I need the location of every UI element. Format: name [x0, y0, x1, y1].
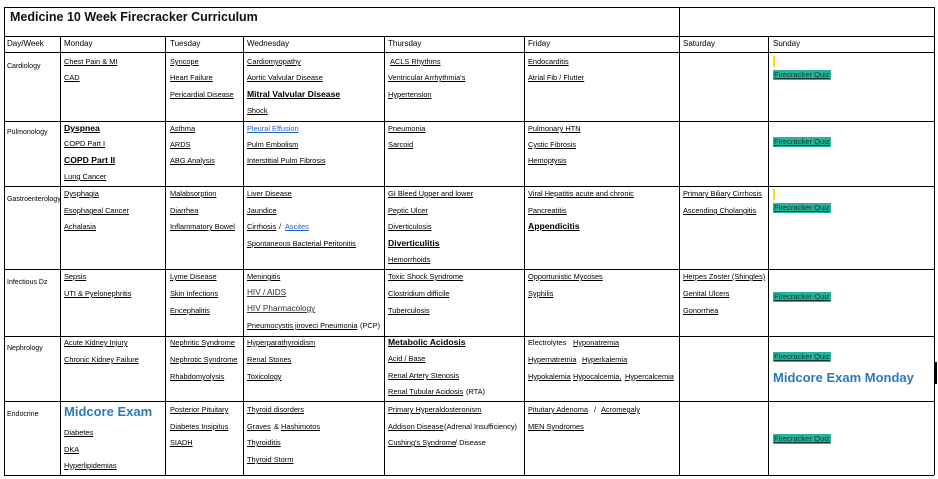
header-thursday: Thursday	[388, 39, 422, 48]
note-text: / Disease	[455, 438, 486, 447]
topic-link[interactable]: Thyroid Storm	[247, 455, 294, 464]
topic-link[interactable]: Endocarditis	[528, 57, 569, 66]
topic-link[interactable]: Posterior Pituitary	[170, 405, 229, 414]
topic-link[interactable]: Jaundice	[247, 206, 277, 215]
firecracker-quiz-link[interactable]: Firecracker Quiz	[774, 352, 830, 361]
topic-link[interactable]: Syphilis	[528, 289, 554, 298]
topic-link[interactable]: Hypernatremia	[528, 355, 577, 364]
topic-link[interactable]: Nephrotic Syndrome	[170, 355, 238, 364]
edge-marker	[934, 362, 937, 384]
category-text: Electrolytes	[528, 338, 567, 347]
topic-link[interactable]: GI Bleed Upper and lower	[388, 189, 474, 198]
topic-link[interactable]: Esophageal Cancer	[64, 206, 129, 215]
topic-link[interactable]: Asthma	[170, 124, 196, 133]
topic-link[interactable]: Hemoptysis	[528, 156, 567, 165]
topic-link[interactable]: Primary Hyperaldosteronism	[388, 405, 482, 414]
topic-link[interactable]: Pituitary Adenoma	[528, 405, 588, 414]
topic-link[interactable]: Rhabdomyolysis	[170, 372, 225, 381]
topic-link[interactable]: Hyperkalemia	[582, 355, 628, 364]
topic-link[interactable]: Graves	[247, 422, 271, 431]
topic-link[interactable]: Pancreatitis	[528, 206, 567, 215]
topic-link[interactable]: Aortic Valvular Disease	[247, 73, 323, 82]
topic-link[interactable]: Addison Disease	[388, 422, 444, 431]
firecracker-quiz-link[interactable]: Firecracker Quiz	[774, 137, 830, 146]
topic-link[interactable]: Pulmonary HTN	[528, 124, 581, 133]
topic-link[interactable]: Cardiomyopathy	[247, 57, 301, 66]
topic-link[interactable]: Inflammatory Bowel	[170, 222, 235, 231]
topic-link[interactable]: COPD Part I	[64, 139, 106, 148]
note-text: (Adrenal Insufficiency)	[444, 422, 517, 431]
topic-link[interactable]: Viral Hepatitis acute and chronic	[528, 189, 634, 198]
header-friday: Friday	[528, 39, 551, 48]
topic-link[interactable]: Hypokalemia	[528, 372, 571, 381]
firecracker-quiz-link[interactable]: Firecracker Quiz	[774, 203, 830, 212]
firecracker-quiz-link[interactable]: Firecracker Quiz	[774, 292, 830, 301]
topic-link[interactable]: Ascites	[285, 222, 309, 231]
row-label-infectious-dz: Infectious Dz	[7, 279, 48, 286]
topic-link[interactable]: Chronic Kidney Failure	[64, 355, 139, 364]
topic-link[interactable]: Renal Stones	[247, 355, 292, 364]
header-tuesday: Tuesday	[170, 39, 201, 48]
topic-link[interactable]: SIADH	[170, 438, 193, 447]
topic-link[interactable]: Toxicology	[247, 372, 282, 381]
abbrev-text: (PCP)	[360, 321, 381, 330]
topic-link[interactable]: Toxic Shock Syndrome	[388, 272, 464, 281]
topic-link[interactable]: Acromegaly	[601, 405, 641, 414]
row-label-gastroenterology: Gastroenterology	[7, 196, 61, 203]
separator-text: /	[279, 222, 282, 231]
topic-link[interactable]: Cushing's Syndrome	[388, 438, 456, 447]
topic-link[interactable]: Hyperlipidemias	[64, 461, 117, 470]
topic-link[interactable]: Atrial Fib / Flutter	[528, 73, 585, 82]
highlight-marker	[773, 56, 775, 67]
midcore-exam-notice: Midcore Exam Monday	[773, 370, 914, 385]
topic-link[interactable]: Hyperparathyroidism	[247, 338, 316, 347]
topic-link[interactable]: Hypertension	[388, 90, 432, 99]
topic-link[interactable]: Renal Artery Stenosis	[388, 371, 460, 380]
topic-link[interactable]: Encephalitis	[170, 306, 210, 315]
firecracker-quiz-link[interactable]: Firecracker Quiz	[774, 70, 830, 79]
topic-link[interactable]: Spontaneous Bacterial Peritonitis	[247, 239, 356, 248]
topic-link[interactable]: Herpes Zoster (Shingles)	[683, 272, 766, 281]
topic-link[interactable]: DKA	[64, 445, 80, 454]
topic-link[interactable]: Diarrhea	[170, 206, 199, 215]
topic-link[interactable]: Pneumonia	[388, 124, 426, 133]
topic-link[interactable]: Tuberculosis	[388, 306, 430, 315]
topic-link[interactable]: Gonorrhea	[683, 306, 719, 315]
topic-link[interactable]: Sepsis	[64, 272, 87, 281]
header-sunday: Sunday	[773, 39, 801, 48]
topic-link[interactable]: Cirrhosis	[247, 222, 277, 231]
topic-link[interactable]: Shock	[247, 106, 268, 115]
topic-link[interactable]: Mitral Valvular Disease	[247, 89, 341, 99]
topic-link[interactable]: Pulm Embolism	[247, 140, 299, 149]
topic-link[interactable]: Dyspnea	[64, 123, 100, 133]
topic-link[interactable]: Ventricular Arrhythmia's	[388, 73, 466, 82]
topic-link[interactable]: Skin Infections	[170, 289, 219, 298]
topic-link[interactable]: ARDS	[170, 140, 191, 149]
topic-link[interactable]: Hemorrhoids	[388, 255, 431, 264]
topic-link[interactable]: Heart Failure	[170, 73, 213, 82]
topic-link[interactable]: Primary Biliary Cirrhosis	[683, 189, 762, 198]
topic-link[interactable]: Cystic Fibrosis	[528, 140, 577, 149]
header-dayweek: Day/Week	[7, 39, 44, 48]
topic-link[interactable]: Hypercalcemia	[625, 372, 674, 381]
topic-link[interactable]: Acute Kidney Injury	[64, 338, 128, 347]
topic-link[interactable]: COPD Part II	[64, 155, 116, 165]
header-monday: Monday	[64, 39, 93, 48]
abbrev-text: (RTA)	[466, 387, 486, 396]
topic-link[interactable]: Metabolic Acidosis	[388, 337, 466, 347]
topic-link[interactable]: Lyme Disease	[170, 272, 217, 281]
row-label-endocrine: Endocrine	[7, 411, 39, 418]
header-saturday: Saturday	[683, 39, 716, 48]
topic-link[interactable]: Hypocalcemia,	[573, 372, 622, 381]
row-label-pulmonology: Pulmonology	[7, 129, 48, 136]
row-label-nephrology: Nephrology	[7, 345, 43, 352]
topic-link[interactable]: Interstitial Pulm Fibrosis	[247, 156, 326, 165]
topic-link[interactable]: Pneumocystis jiroveci Pneumonia	[247, 321, 358, 330]
topic-link[interactable]: Pericardial Disease	[170, 90, 234, 99]
topic-link[interactable]: Diabetes Insipitus	[170, 422, 229, 431]
topic-link[interactable]: Meningitis	[247, 272, 281, 281]
separator-text: /	[594, 405, 597, 414]
topic-link[interactable]: Diabetes	[64, 428, 94, 437]
topic-link[interactable]: UTI & Pyelonephritis	[64, 289, 132, 298]
topic-link[interactable]: Acid / Base	[388, 354, 426, 363]
topic-link[interactable]: Syncope	[170, 57, 199, 66]
topic-link[interactable]: Nephritic Syndrome	[170, 338, 235, 347]
row-label-cardiology: Cardiology	[7, 63, 41, 70]
firecracker-quiz-link[interactable]: Firecracker Quiz	[774, 434, 830, 443]
page-title: Medicine 10 Week Firecracker Curriculum	[10, 10, 258, 24]
topic-link[interactable]: Thyroid disorders	[247, 405, 305, 414]
topic-link[interactable]: Peptic Ulcer	[388, 206, 428, 215]
topic-link[interactable]: ACLS Rhythms	[390, 57, 441, 66]
separator-text: &	[274, 422, 279, 431]
topic-link[interactable]: Diverticulosis	[388, 222, 432, 231]
topic-link[interactable]: Thyroiditis	[247, 438, 281, 447]
topic-link[interactable]: Liver Disease	[247, 189, 292, 198]
topic-link[interactable]: HIV / AIDS	[247, 288, 287, 297]
midcore-exam-label: Midcore Exam	[64, 404, 153, 419]
topic-link[interactable]: Genital Ulcers	[683, 289, 730, 298]
topic-link[interactable]: ABG Analysis	[170, 156, 215, 165]
header-wednesday: Wednesday	[247, 39, 290, 48]
topic-link[interactable]: Opportunistic Mycoses	[528, 272, 603, 281]
highlight-marker	[773, 189, 775, 200]
topic-link[interactable]: Hyponatremia	[573, 338, 620, 347]
topic-link[interactable]: Sarcoid	[388, 140, 414, 149]
topic-link[interactable]: Appendicitis	[528, 221, 580, 231]
topic-link[interactable]: CAD	[64, 73, 80, 82]
topic-link[interactable]: Lung Cancer	[64, 172, 107, 181]
topic-link[interactable]: Dysphagia	[64, 189, 99, 198]
topic-link[interactable]: Pleural Effusion	[247, 124, 299, 133]
topic-link[interactable]: Hashimotos	[281, 422, 321, 431]
topic-link[interactable]: Diverticulitis	[388, 238, 440, 248]
topic-link[interactable]: MEN Syndromes	[528, 422, 584, 431]
topic-link[interactable]: Achalasia	[64, 222, 97, 231]
topic-link[interactable]: Malabsorption	[170, 189, 217, 198]
topic-link[interactable]: Ascending Cholangitis	[683, 206, 757, 215]
topic-link[interactable]: Renal Tubular Acidosis	[388, 387, 464, 396]
topic-link[interactable]: HIV Pharmacology	[247, 304, 316, 313]
topic-link[interactable]: Clostridium difficile	[388, 289, 450, 298]
topic-link[interactable]: Chest Pain & MI	[64, 57, 118, 66]
